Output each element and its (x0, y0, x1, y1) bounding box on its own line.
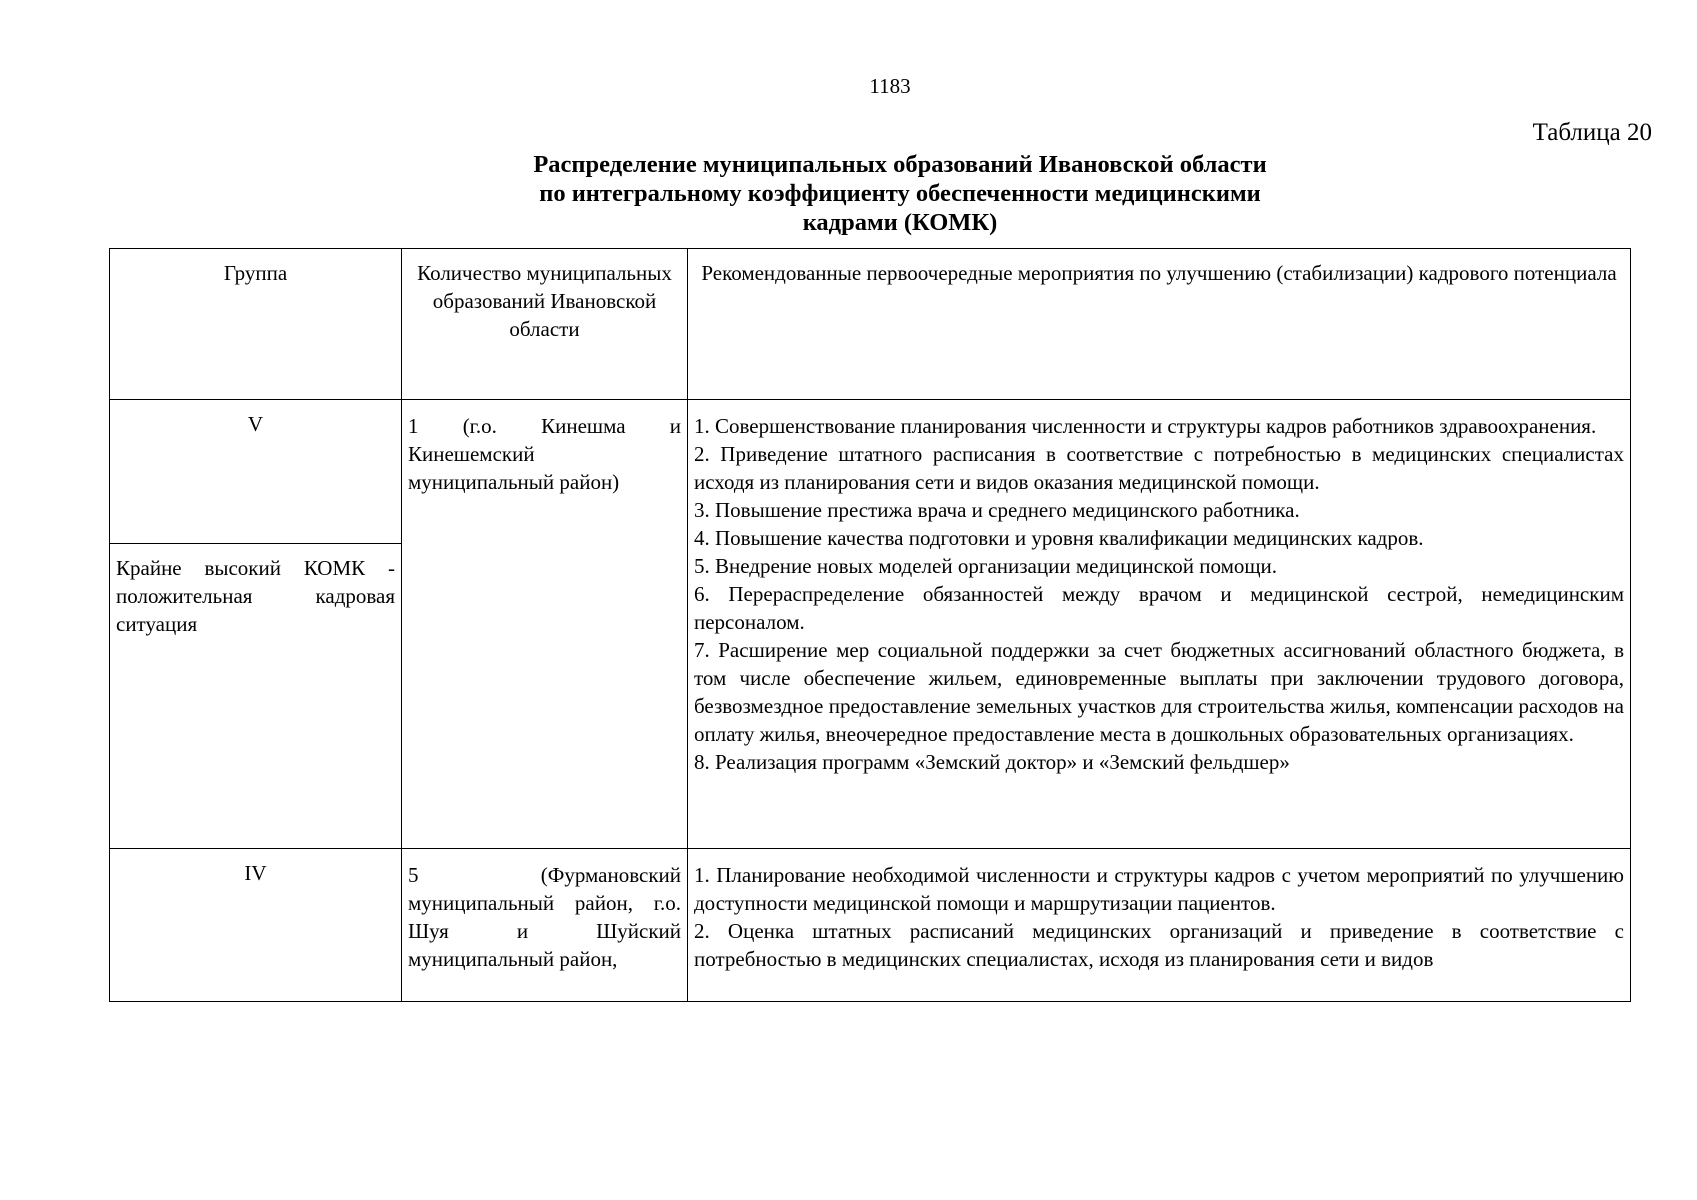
measure-item: 1. Совершенствование планирования численности и структуры кадров работников здравоохранения. (694, 414, 1597, 438)
count-cell: 5 (Фурмановский муниципальный район, г.о. Шуя и Шуйский муниципальный район, (402, 849, 688, 1002)
measure-item: 4. Повышение качества подготовки и уровня квалификации медицинских кадров. (694, 526, 1424, 550)
count-cell: 1 (г.о. Кинешма и Кинешемский муниципальный район) (402, 400, 688, 849)
measures-cell (688, 849, 1631, 1002)
measure-item: 2. Оценка штатных расписаний медицинских организаций и приведение в соответствие с потребностью в медицинских специалистах, исходя из планирования сети и видов (694, 919, 1624, 971)
header-measures: Рекомендованные первоочередные мероприятия по улучшению (стабилизации) кадрового потенциала (688, 249, 1631, 400)
group-cell: V (110, 400, 402, 544)
komk-distribution-table (109, 248, 1631, 1002)
measure-item: 2. Приведение штатного расписания в соответствие с потребностью в медицинских специалистах исходя из планирования сети и видов оказания медицинской помощи. (694, 442, 1624, 494)
measures-cell (688, 400, 1631, 849)
title-line: по интегральному коэффициенту обеспеченности медицинскими (539, 180, 1261, 207)
table-label: Таблица 20 (1532, 119, 1652, 146)
title-line: кадрами (КОМК) (802, 209, 998, 236)
measure-item: 5. Внедрение новых моделей организации медицинской помощи. (694, 554, 1278, 578)
table-row (110, 849, 1631, 1002)
measure-item: 6. Перераспределение обязанностей между врачом и медицинской сестрой, немедицинским персоналом. (694, 582, 1624, 634)
title-line: Распределение муниципальных образований Ивановской области (533, 151, 1267, 178)
page-number: 1183 (869, 74, 911, 98)
header-count: Количество муниципальных образований Ивановской области (402, 249, 688, 400)
table-row (110, 400, 1631, 544)
measure-item: 1. Планирование необходимой численности и структуры кадров с учетом мероприятий по улучшению доступности медицинской помощи и маршрутизации пациентов. (694, 863, 1624, 915)
group-description-cell: Крайне высокий КОМК - положительная кадровая ситуация (110, 544, 402, 849)
header-group: Группа (110, 249, 402, 400)
table-header-row (110, 249, 1631, 400)
measure-item: 8. Реализация программ «Земский доктор» и «Земский фельдшер» (694, 750, 1290, 774)
group-cell: IV (110, 849, 402, 1002)
measure-item: 7. Расширение мер социальной поддержки за счет бюджетных ассигнований областного бюджета, в том числе обеспечение жильем, единовременные выплаты при заключении трудового договора, безвозмездное предоставление земельных участков для строительства жилья, компенсации расходов на оплату жилья, внеочередное предоставление места в дошкольных образовательных организациях. (694, 638, 1624, 746)
document-title (400, 150, 1400, 237)
measure-item: 3. Повышение престижа врача и среднего медицинского работника. (694, 498, 1300, 522)
